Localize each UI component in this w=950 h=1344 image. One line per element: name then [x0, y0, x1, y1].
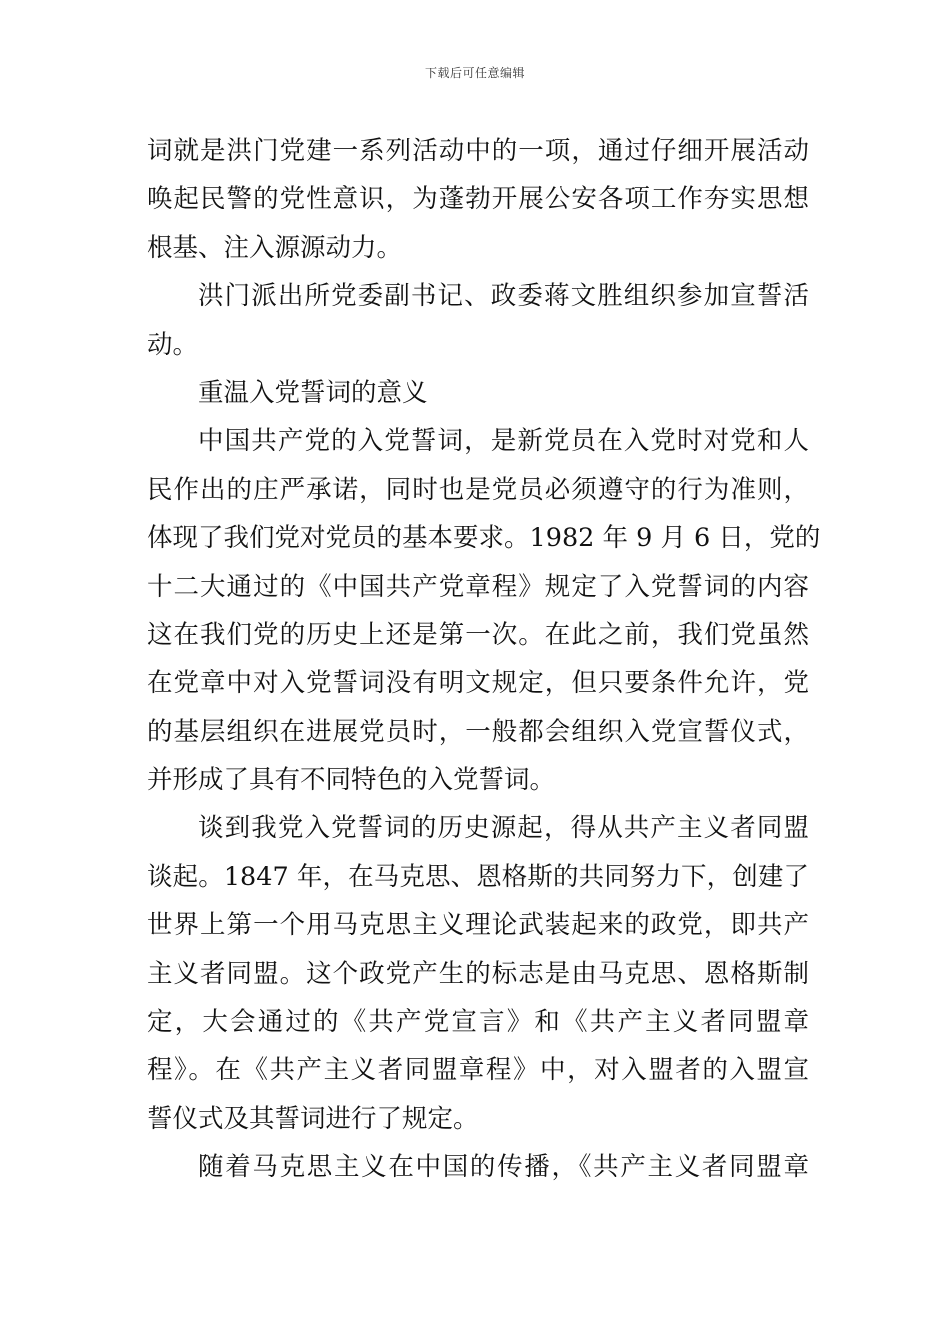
text-line: 世界上第一个用马克思主义理论武装起来的政党，即共产: [147, 910, 809, 941]
text-line: 主义者同盟。这个政党产生的标志是由马克思、恩格斯制: [147, 958, 809, 989]
text-line: 根基、注入源源动力。: [147, 232, 403, 263]
text-line: 并形成了具有不同特色的入党誓词。: [147, 765, 556, 796]
text-line: 随着马克思主义在中国的传播，《共产主义者同盟章: [198, 1152, 809, 1183]
text-line: 誓仪式及其誓词进行了规定。: [147, 1103, 479, 1134]
text-line: 动。: [147, 329, 199, 360]
text-line: 在党章中对入党誓词没有明文规定，但只要条件允许，党: [147, 668, 809, 699]
text-line: 中国共产党的入党誓词，是新党员在入党时对党和人: [198, 426, 809, 457]
text-line: 的基层组织在进展党员时，一般都会组织入党宣誓仪式，: [147, 716, 809, 747]
text-line: 十二大通过的《中国共产党章程》规定了入党誓词的内容: [147, 571, 809, 602]
text-line: 体现了我们党对党员的基本要求。1982 年 9 月 6 日，党的: [147, 523, 821, 554]
page-header: 下载后可任意编辑: [424, 66, 525, 80]
text-line: 洪门派出所党委副书记、政委蒋文胜组织参加宣誓活: [198, 281, 809, 312]
text-line: 词就是洪门党建一系列活动中的一项，通过仔细开展活动: [147, 136, 809, 166]
text-line: 谈起。1847 年，在马克思、恩格斯的共同努力下，创建了: [147, 861, 809, 892]
text-line: 谈到我党入党誓词的历史源起，得从共产主义者同盟: [198, 813, 809, 844]
text-line: 定，大会通过的《共产党宣言》和《共产主义者同盟章: [147, 1007, 809, 1038]
text-line: 这在我们党的历史上还是第一次。在此之前，我们党虽然: [147, 619, 809, 650]
document-body: [147, 127, 821, 1192]
text-line: 重温入党誓词的意义: [198, 377, 428, 408]
text-line: 唤起民警的党性意识，为蓬勃开展公安各项工作夯实思想: [147, 184, 809, 215]
text-line: 民作出的庄严承诺，同时也是党员必须遵守的行为准则，: [147, 474, 809, 505]
text-line: 程》。在《共产主义者同盟章程》中，对入盟者的入盟宣: [147, 1055, 809, 1086]
